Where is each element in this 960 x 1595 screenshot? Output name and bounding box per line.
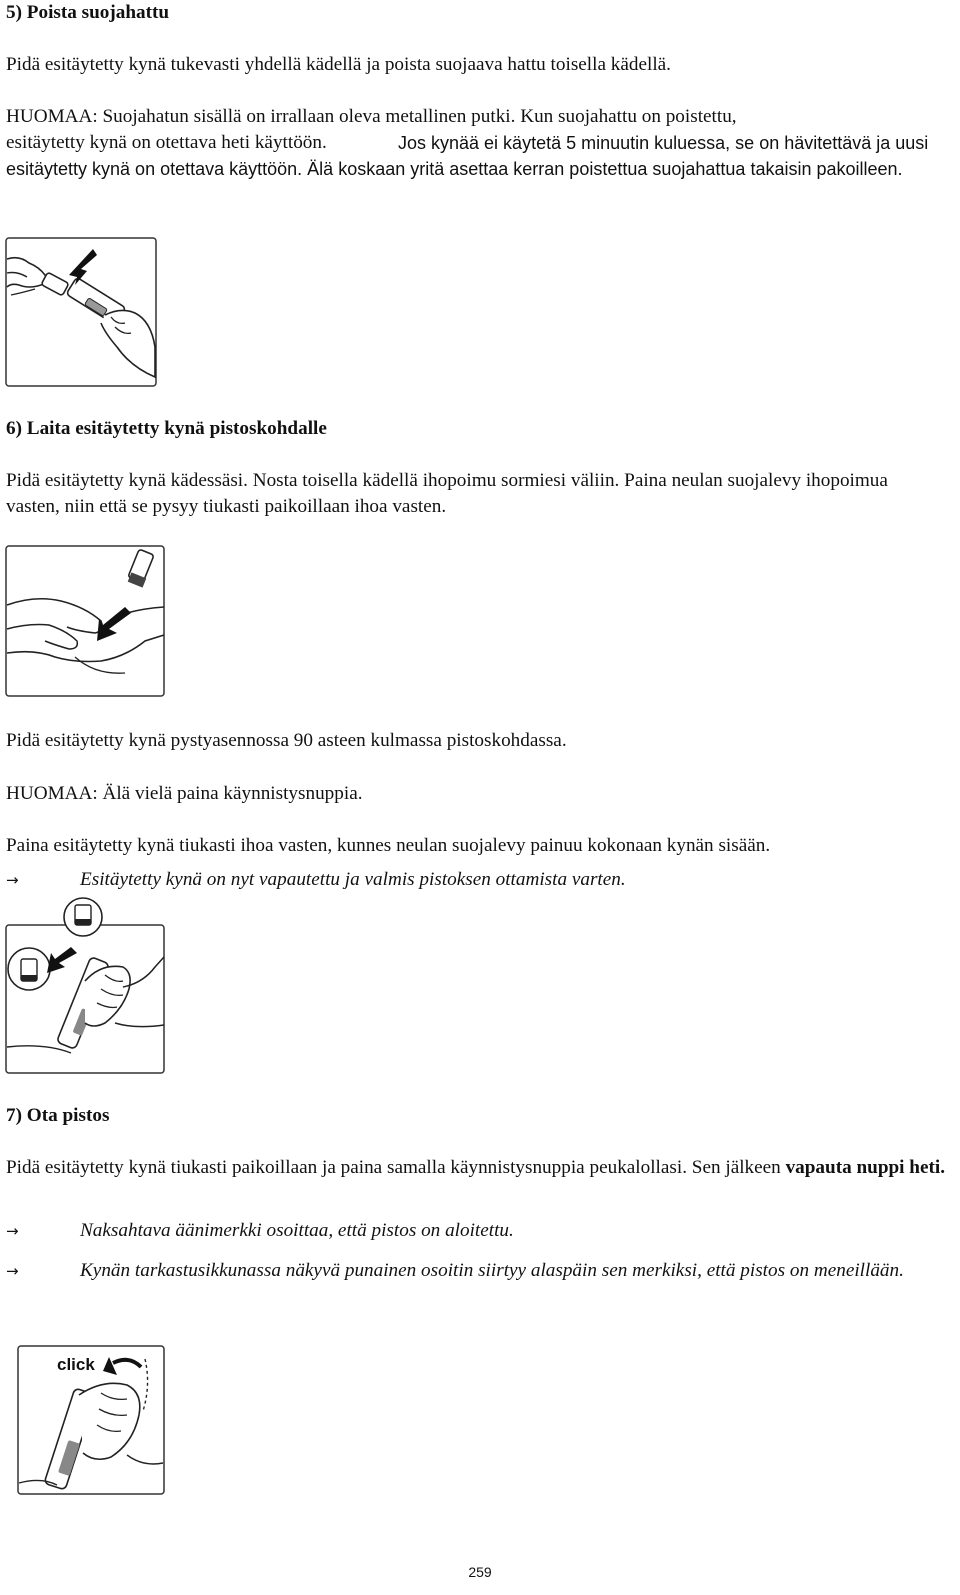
click-injection-figure [17, 1345, 165, 1495]
step5-heading: 5) Poista suojahattu [6, 2, 170, 23]
step6-note: HUOMAA: Älä vielä paina käynnistysnuppia. [6, 783, 363, 804]
step7-instruction-text: Pidä esitäytetty kynä tiukasti paikoillaan ja paina samalla käynnistysnuppia peukalollasi. Sen jälkeen [6, 1157, 781, 1178]
skin-fold-figure [5, 545, 165, 697]
arrow-icon: → [6, 1222, 19, 1240]
step6-press-instruction: Paina esitäytetty kynä tiukasti ihoa vasten, kunnes neulan suojalevy painuu kokonaan kynän sisään. [6, 835, 771, 856]
step7-result-indicator [6, 1258, 946, 1284]
remove-cap-figure [5, 237, 157, 387]
step6-result [6, 867, 946, 893]
click-label: click [57, 1355, 95, 1374]
step7-heading: 7) Ota pistos [6, 1105, 110, 1126]
page-number: 259 [468, 1564, 492, 1580]
step7-instruction-bold: vapauta nuppi heti. [785, 1157, 945, 1178]
press-pen-figure [5, 897, 165, 1075]
arrow-icon: → [6, 1262, 19, 1280]
step6-hold-instruction: Pidä esitäytetty kynä pystyasennossa 90 asteen kulmassa pistoskohdassa. [6, 730, 567, 751]
step6-result-text: Esitäytetty kynä on nyt vapautettu ja valmis pistoksen ottamista varten. [80, 869, 626, 890]
step5-instruction: Pidä esitäytetty kynä tukevasti yhdellä kädellä ja poista suojaava hattu toisella kädellä. [6, 54, 671, 75]
step5-note-line1: HUOMAA: Suojahatun sisällä on irrallaan oleva metallinen putki. Kun suojahattu on poistettu, [6, 106, 737, 127]
step7-result-click [6, 1218, 946, 1244]
step5-note-line2: esitäytetty kynä on otettava heti käyttöön. [6, 132, 327, 153]
step6-instruction: Pidä esitäytetty kynä kädessäsi. Nosta toisella kädellä ihopoimu sormiesi väliin. Paina neulan suojalevy ihopoimua vasten, niin että se pysyy tiukasti paikoillaan ihoa vasten. [6, 470, 888, 517]
step6-heading: 6) Laita esitäytetty kynä pistoskohdalle [6, 418, 327, 439]
step7-instruction [6, 1155, 946, 1181]
step5-note-rest: Jos kynää ei käytetä 5 minuutin kuluessa, se on hävitettävä ja uusi esitäytetty kynä on otettava käyttöön. Älä koskaan yritä asettaa kerran poistettua suojahattua takaisin pakoilleen. [6, 133, 929, 179]
step7-result-indicator-text: Kynän tarkastusikkunassa näkyvä punainen osoitin siirtyy alaspäin sen merkiksi, että pistos on meneillään. [80, 1260, 904, 1281]
step7-result-click-text: Naksahtava äänimerkki osoittaa, että pistos on aloitettu. [80, 1220, 514, 1241]
arrow-icon: → [6, 871, 19, 889]
